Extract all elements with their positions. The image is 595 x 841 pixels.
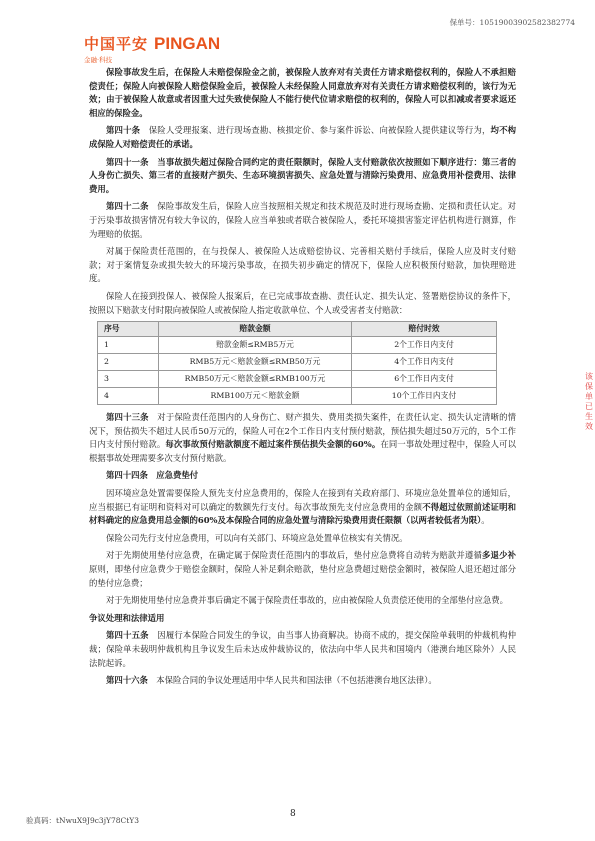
col-header-time: 赔付时效 [352, 322, 497, 337]
policy-number: 保单号：10519003902582382774 [449, 18, 575, 27]
article-43-heading: 第四十三条 [106, 412, 149, 423]
table-row [98, 337, 497, 354]
emergency-1-text: 因环境应急处置需要保险人预先支付应急费用的，保险人在接到有关政府部门、环境应急处置单位的通知后，应当根据已有证明和资料对可以确定的数额先行支付。每次事故预先支付应急费用的金额 [89, 488, 516, 512]
cell-time: 4个工作日内支付 [352, 354, 497, 371]
payment-time-table [97, 321, 497, 405]
article-45 [89, 629, 516, 670]
col-header-index: 序号 [98, 322, 159, 337]
table-header-row [98, 322, 497, 337]
cell-time: 10个工作日内支付 [352, 388, 497, 405]
cell-index: 4 [98, 388, 159, 405]
cell-time: 6个工作日内支付 [352, 371, 497, 388]
emergency-1-bold: 不得超过依照前述证明和材料确定的应急费用总金额的60%及本保险合同的应急处置与清除污染费用责任限额（以两者较低者为限） [89, 501, 517, 526]
paragraph-agreement: 对属于保险责任范围的，在与投保人、被保险人达成赔偿协议、完善相关赔付手续后，保险人应及时支付赔款；对于案情复杂或损失较大的环境污染事故，在损失初步确定的情况下，保险人应积极预付赔款，加快理赔进度。 [89, 246, 516, 284]
paragraph-emergency-3 [89, 549, 516, 590]
article-45-text: 因履行本保险合同发生的争议，由当事人协商解决。协商不成的，提交保险单载明的仲裁机构仲裁；保险单未载明仲裁机构且争议发生后未达成仲裁协议的，依法向中华人民共和国境内（港澳台地区除外）人民法院起诉。 [89, 630, 517, 668]
table-row [98, 388, 497, 405]
article-44-heading: 第四十四条 应急费垫付 [106, 470, 199, 481]
cell-time: 2个工作日内支付 [352, 337, 497, 354]
article-43-tail: 在同一事故处理过程中，保险人可以根据事故处理需要多次支付预付赔款。 [89, 439, 517, 463]
article-46 [89, 674, 516, 688]
article-42 [89, 200, 516, 241]
verification-code: 验真码：tNwuX9J9c3jY78CtY3 [26, 816, 139, 825]
document-body [89, 66, 516, 692]
emergency-3-bold: 多退少补 [482, 550, 517, 561]
paragraph-emergency-1 [89, 487, 516, 528]
article-43-bold: 每次事故预付赔款额度不超过案件预估损失金额的60%。 [165, 439, 381, 450]
side-stamp-tab: 该保单已生效 [585, 372, 593, 431]
paragraph-emergency-2: 保险公司先行支付应急费用，可以向有关部门、环境应急处置单位核实有关情况。 [106, 532, 408, 543]
logo-subtitle: 金融·科技 [84, 56, 113, 64]
cell-amount: RMB5万元＜赔款金额≤RMB50万元 [159, 354, 352, 371]
article-45-heading: 第四十五条 [106, 630, 149, 641]
cell-index: 2 [98, 354, 159, 371]
article-46-heading: 第四十六条 [106, 675, 148, 686]
cell-amount: RMB100万元＜赔款金额 [159, 388, 352, 405]
cell-amount: 赔款金额≤RMB5万元 [159, 337, 352, 354]
cell-index: 1 [98, 337, 159, 354]
article-42-text: 保险事故发生后，保险人应当按照相关规定和技术规范及时进行现场查勘、定损和责任认定。对于污染事故损害情况有较大争议的，保险人应当单独或者联合被保险人，委托环境损害鉴定评估机构进行测算，作为理赔的依据。 [89, 201, 517, 239]
cell-amount: RMB50万元＜赔款金额≤RMB100万元 [159, 371, 352, 388]
emergency-3-text: 对于先期使用垫付应急费，在确定属于保险责任范围内的事故后，垫付应急费将自动转为赔款并遵循 [106, 550, 482, 561]
paragraph-subrogation: 保险事故发生后，在保险人未赔偿保险金之前，被保险人放弃对有关责任方请求赔偿权利的，保险人不承担赔偿责任；保险人向被保险人赔偿保险金后，被保险人未经保险人同意放弃对有关责任方请求赔偿权利的，该行为无效；由于被保险人故意或者因重大过失致使保险人不能行使代位请求赔偿的权利的，保险人可以扣减或者要求返还相应的保险金。 [89, 67, 516, 118]
emergency-1-tail: 。 [481, 515, 490, 526]
paragraph-payment-limit: 保险人在接到投保人、被保险人报案后，在已完成事故查勘、责任认定、损失认定、签署赔偿协议的条件下，按照以下赔款支付时限向被保险人或被保险人指定收款单位、个人或受害者支付赔款： [89, 290, 516, 315]
pingan-logo [84, 33, 220, 64]
col-header-amount: 赔款金额 [159, 322, 352, 337]
table-row [98, 354, 497, 371]
article-46-text: 本保险合同的争议处理适用中华人民共和国法律（不包括港澳台地区法律）。 [156, 675, 437, 686]
article-43 [89, 411, 516, 465]
emergency-3-tail: 原则，即垫付应急费少于赔偿金额时，保险人补足剩余赔款，垫付应急费超过赔偿金额时，被保险人退还超过部分的垫付应急费； [89, 564, 516, 588]
table-row [98, 371, 497, 388]
article-43-text: 对于保险责任范围内的人身伤亡、财产损失、费用类损失案件，在责任认定、损失认定清晰的情况下，预估损失不超过人民币50万元的，保险人可在2个工作日内支付预付赔款，预估损失超过50万元的，5个工作日内支付预付赔款。 [89, 412, 517, 450]
paragraph-emergency-4: 对于先期使用垫付应急费并事后确定不属于保险责任事故的，应由被保险人负责偿还使用的全部垫付应急费。 [106, 595, 508, 606]
article-40-text: 保险人受理报案、进行现场查勘、核损定价、参与案件诉讼、向被保险人提供建议等行为， [148, 125, 491, 136]
cell-index: 3 [98, 371, 159, 388]
article-40-heading: 第四十条 [106, 125, 141, 136]
section-title: 争议处理和法律适用 [89, 612, 165, 623]
logo-english: PINGAN [154, 34, 221, 53]
logo-chinese: 中国平安 [84, 35, 149, 53]
article-42-heading: 第四十二条 [106, 201, 149, 212]
article-40 [89, 124, 516, 151]
article-40-bold: 均不构成保险人对赔偿责任的承诺。 [89, 125, 517, 149]
article-41: 第四十一条 当事故损失超过保险合同约定的责任限额时，保险人支付赔款依次按照如下顺序进行：第三者的人身伤亡损失、第三者的直接财产损失、生态环境损害损失、应急处置与清除污染费用、应急费用补偿费用、法律费用。 [89, 156, 516, 194]
page-number: 8 [290, 809, 296, 819]
